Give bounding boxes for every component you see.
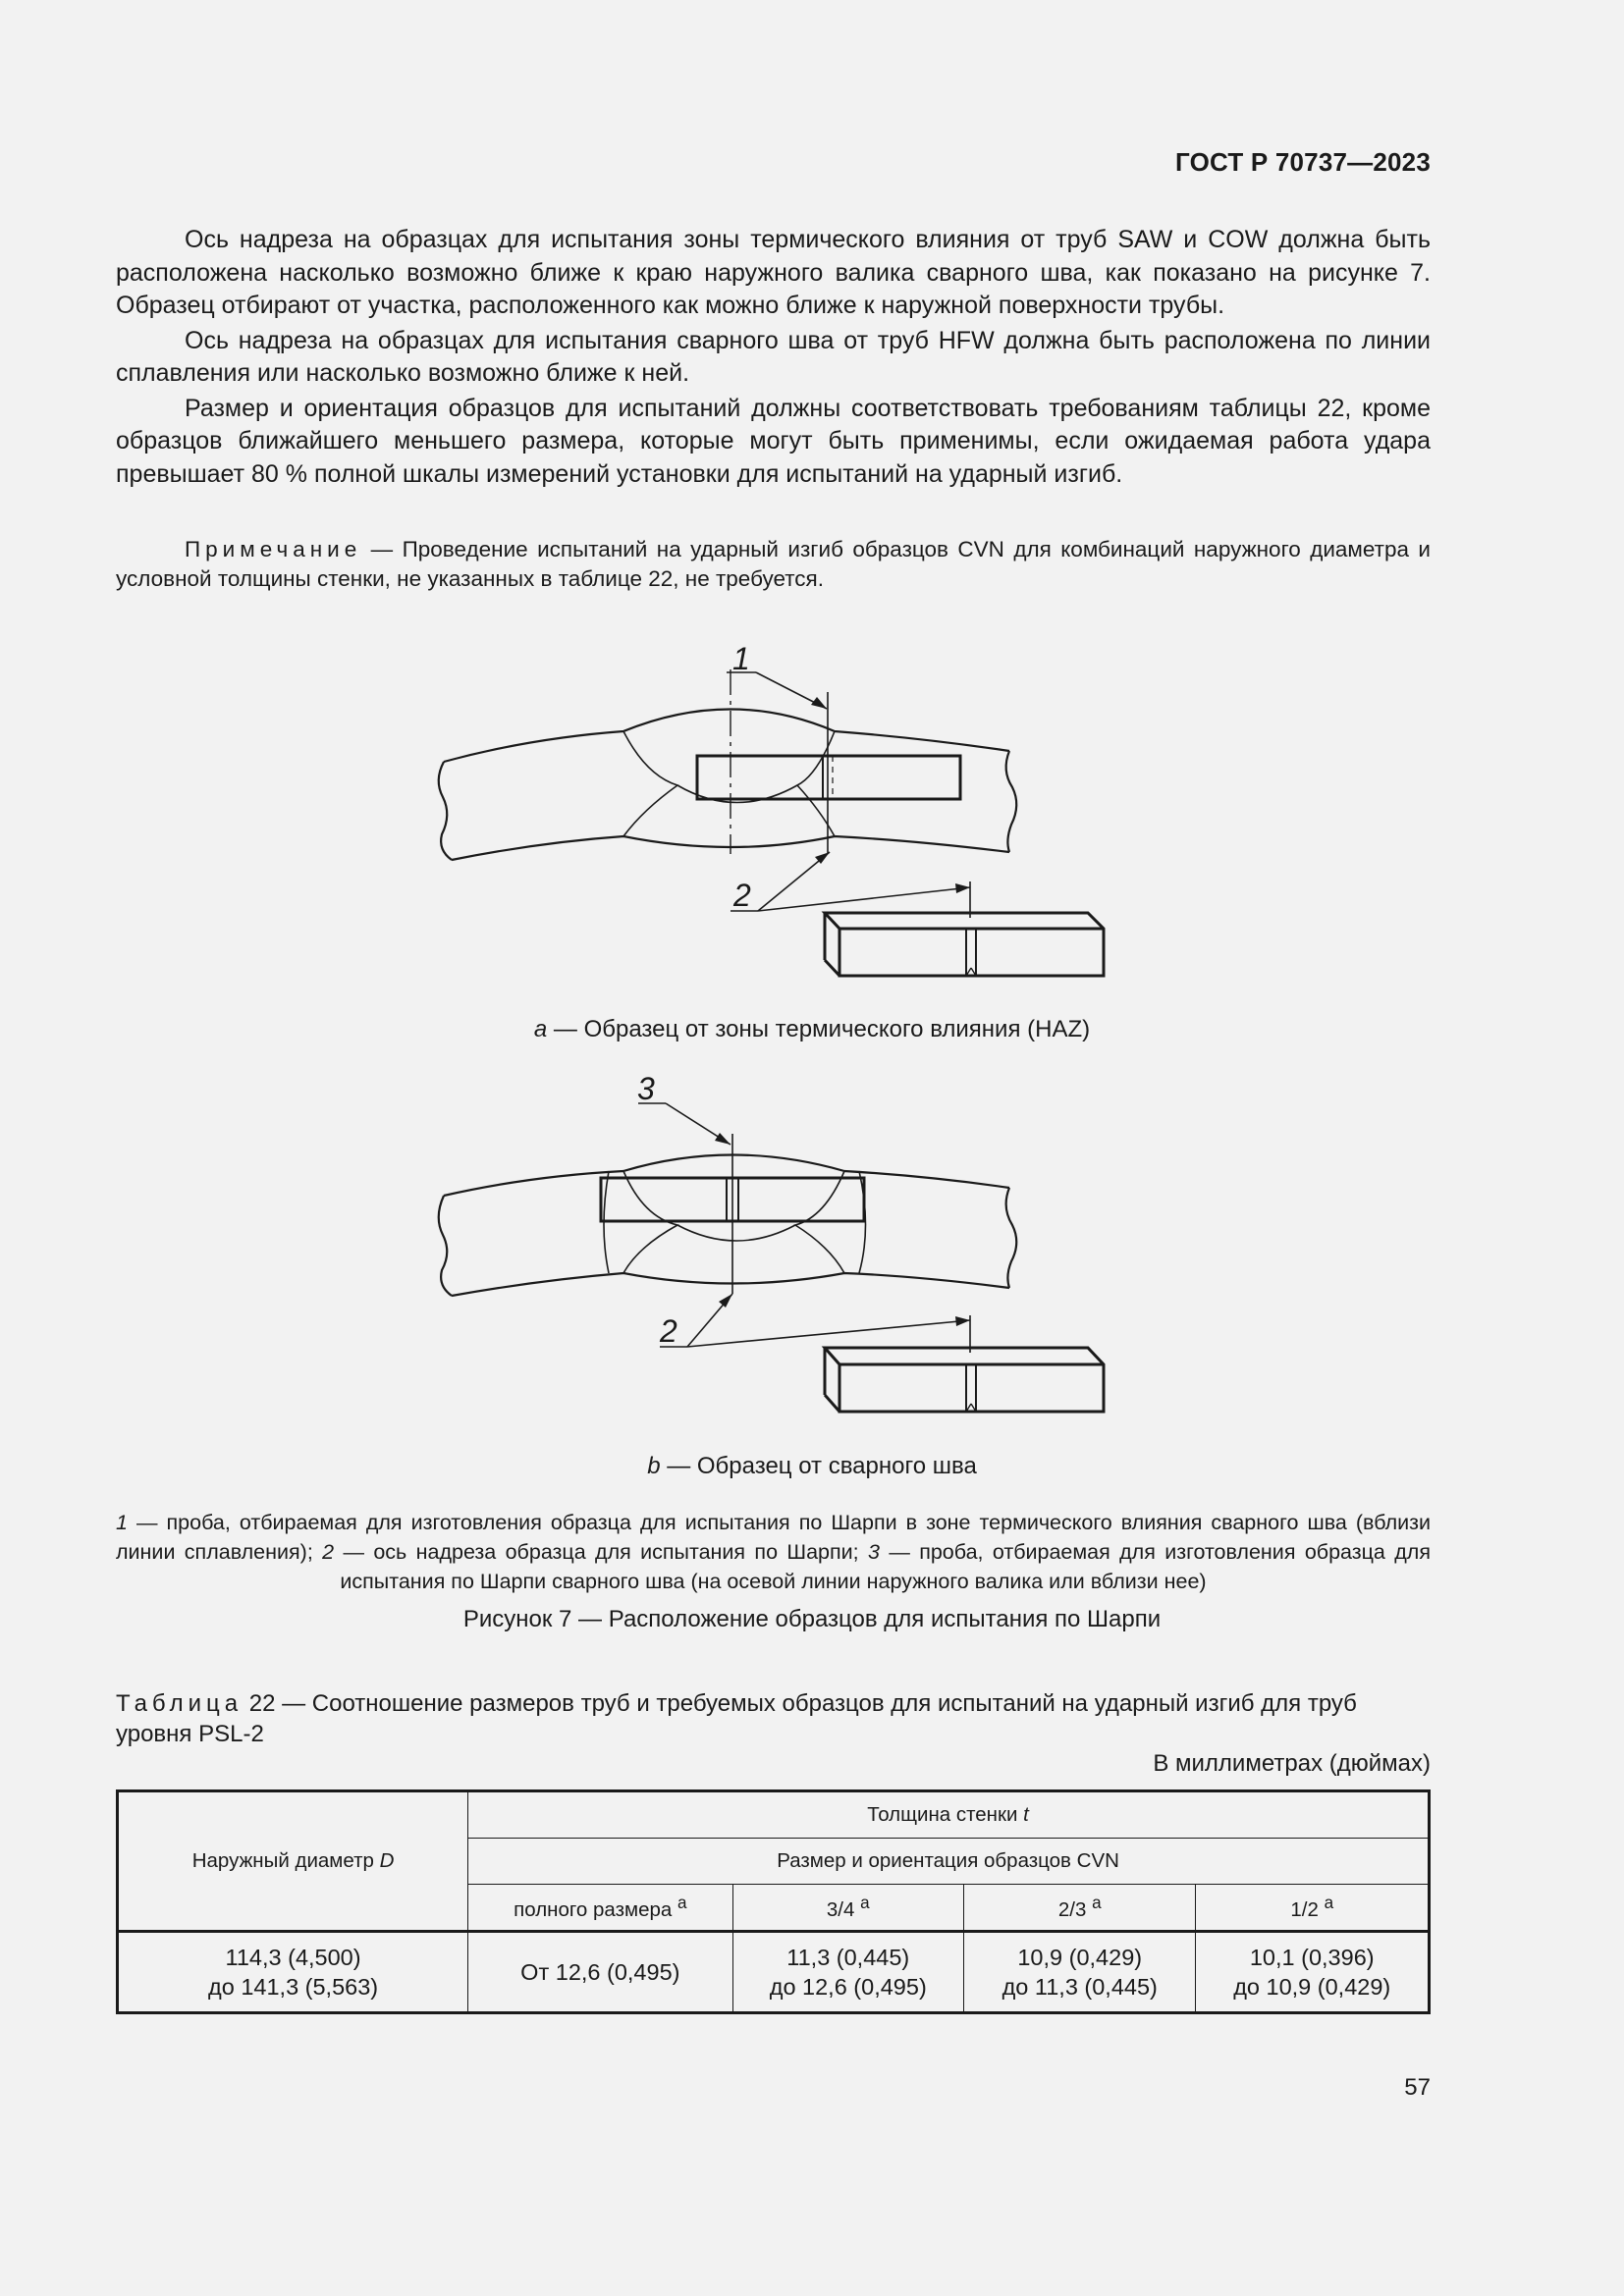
- legend-number: 2: [322, 1540, 335, 1564]
- paragraph: Ось надреза на образцах для испытания сварного шва от труб HFW должна быть расположена по линии сплавления или насколько возможно ближе к ней.: [116, 326, 1431, 387]
- cell-full-size: От 12,6 (0,495): [468, 1932, 732, 2013]
- legend-text: — проба, отбираемая для изготовления образца для испытания по Шарпи сварного шва (на осевой линии наружного валика или вблизи нее): [340, 1540, 1431, 1593]
- document-id: ГОСТ Р 70737—2023: [1175, 147, 1431, 177]
- table-units: В миллиметрах (дюймах): [1153, 1750, 1431, 1777]
- caption-text: — Образец от сварного шва: [660, 1453, 977, 1479]
- cell-diameter: 114,3 (4,500) до 141,3 (5,563): [118, 1932, 468, 2013]
- figure-b-weld: [439, 1103, 1104, 1412]
- figure-caption-b: [0, 1453, 1624, 1480]
- figure-title: Рисунок 7 — Расположение образцов для испытания по Шарпи: [462, 1606, 1162, 1632]
- legend-number: 1: [116, 1511, 128, 1534]
- figure-a-haz: [439, 669, 1104, 976]
- note-text: — Проведение испытаний на ударный изгиб образцов CVN для комбинаций наружного диаметра и условной толщины стенки, не указанных в таблице 22, не требуется.: [116, 537, 1431, 591]
- cell-two-thirds: 10,9 (0,429) до 11,3 (0,445): [964, 1932, 1196, 2013]
- callout-3: 3: [637, 1071, 655, 1106]
- caption-letter: b: [647, 1453, 661, 1479]
- header-two-thirds: 2/3 $^а$: [964, 1885, 1196, 1932]
- page-number: 57: [1404, 2074, 1431, 2101]
- table-label: Таблица: [116, 1690, 244, 1717]
- figure-legend: [116, 1508, 1431, 1596]
- legend-text: — проба, отбираемая для изготовления образца для испытания по Шарпи в зоне термического влияния сварного шва (вблизи линии сплавления);: [116, 1511, 1431, 1564]
- cell-half: 10,1 (0,396) до 10,9 (0,429): [1196, 1932, 1430, 2013]
- table-title: [116, 1688, 1431, 1749]
- header-three-quarter: 3/4 $^а$: [732, 1885, 963, 1932]
- header-specimen-size: Размер и ориентация образцов CVN: [468, 1839, 1430, 1885]
- caption-text: — Образец от зоны термического влияния (HAZ): [547, 1016, 1091, 1042]
- header-half: 1/2 $^а$: [1196, 1885, 1430, 1932]
- table-header-row: [118, 1791, 1430, 1839]
- legend-number: 3: [868, 1540, 880, 1564]
- callout-1: 1: [732, 641, 750, 676]
- paragraph: Ось надреза на образцах для испытания зоны термического влияния от труб SAW и COW должна быть расположена насколько возможно ближе к краю наружного валика сварного шва, как показано на рисунке 7. Образец отбирают от участка, расположенного как можно ближе к наружной поверхности трубы.: [116, 226, 1431, 319]
- cell-three-quarter: 11,3 (0,445) до 12,6 (0,495): [732, 1932, 963, 2013]
- callout-2-a: 2: [733, 878, 751, 913]
- note-label: Примечание: [185, 537, 362, 561]
- data-table: [116, 1789, 1431, 2014]
- header-wall-thickness: Толщина стенки t: [468, 1791, 1430, 1839]
- caption-letter: a: [533, 1016, 548, 1042]
- figure-caption-a: [0, 1016, 1624, 1043]
- paragraph: Размер и ориентация образцов для испытаний должны соответствовать требованиям таблицы 22, кроме образцов ближайшего меньшего размера, которые могут быть применимы, если ожидаемая работа удара превышает 80 % полной шкалы измерений установки для испытаний на ударный изгиб.: [116, 394, 1431, 488]
- table-row: [118, 1932, 1430, 2013]
- table-title-text: 22 — Соотношение размеров труб и требуемых образцов для испытаний на ударный изгиб для труб уровня PSL-2: [116, 1690, 1357, 1747]
- header-diameter: Наружный диаметр D: [118, 1791, 468, 1932]
- callout-2-b: 2: [660, 1313, 677, 1349]
- header-full-size: полного размера $^а$: [468, 1885, 732, 1932]
- legend-text: — ось надреза образца для испытания по Шарпи;: [334, 1540, 868, 1564]
